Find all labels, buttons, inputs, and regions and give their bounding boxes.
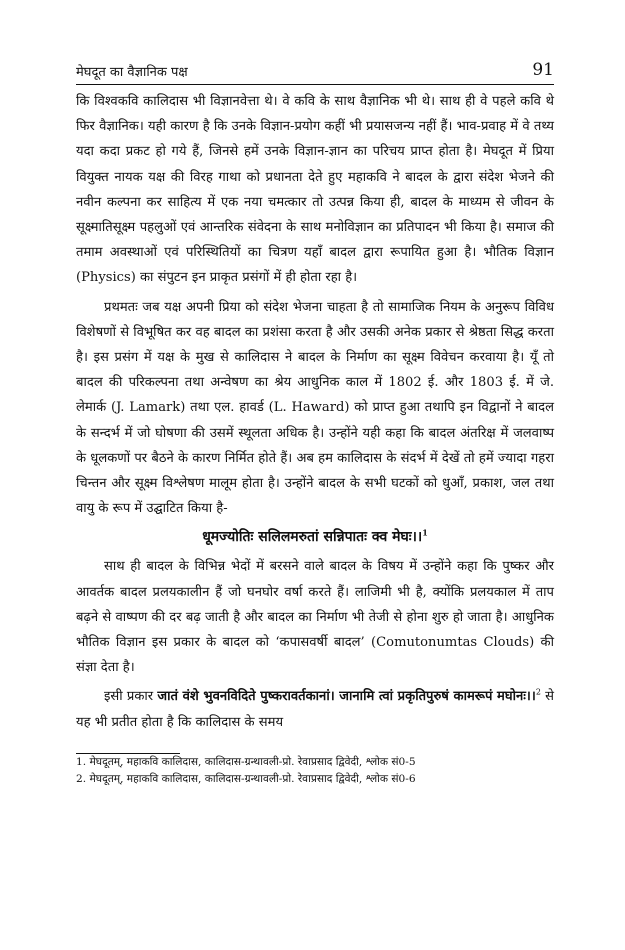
paragraph-4 (76, 684, 554, 734)
paragraph-3: साथ ही बादल के विभिन्न भेदों में बरसने वाले बादल के विषय में उन्होंने कहा कि पुष्कर और आवर्तक बादल प्रलयकालीन हैं जो घनघोर वर्षा करते हैं। लाजिमी भी है, क्योंकि प्रलयकाल में ताप बढ़ने से वाष्पण की दर बढ़ जाती है और बादल का निर्माण भी तेजी से होना शुरु हो जाता है। आधुनिक भौतिक विज्ञान इस प्रकार के बादल को ‘कपासवर्षी बादल’ (Comutonumtas Clouds) की संज्ञा देता है। (76, 559, 554, 676)
footnote-ref-1: 1 (422, 527, 428, 538)
footnote-2: 2. मेघदूतम्, महाकवि कालिदास, कालिदास-ग्रन्थावली-प्रो. रेवाप्रसाद द्विवेदी, श्लोक सं0-6 (76, 772, 416, 785)
paragraph-4-lead: इसी प्रकार (104, 689, 158, 705)
verse-quote (76, 524, 554, 550)
page-number: 91 (532, 60, 554, 80)
paragraph-4-tail: से यह भी प्रतीत होता है कि कालिदास के समय (76, 689, 555, 730)
running-title: मेघदूत का वैज्ञानिक पक्ष (76, 65, 188, 80)
footnote-ref-2: 2 (535, 688, 541, 698)
verse-text: धूमज्योतिः सलिलमरुतां सन्निपातः क्व मेघः।। (202, 529, 423, 546)
paragraph-2: प्रथमतः जब यक्ष अपनी प्रिया को संदेश भेजना चाहता है तो सामाजिक नियम के अनुरूप विविध विशेषणों से विभूषित कर वह बादल का प्रशंसा करता है और उसकी अनेक प्रकार से श्रेष्ठता सिद्ध करता है। इस प्रसंग में यक्ष के मुख से कालिदास ने बादल के निर्माण का सूक्ष्म विवेचन करवाया है। यूँ तो बादल की परिकल्पना तथा अन्वेषण का श्रेय आधुनिक काल में 1802 ई. और 1803 ई. में जे. लेमार्क (J. Lamark) तथा एल. हावर्ड (L. Haward) को प्राप्त हुआ तथापि इन विद्वानों ने बादल के सन्दर्भ में जो घोषणा की उसमें स्थूलता अधिक है। उन्होंने यही कहा कि बादल अंतरिक्ष में जलवाष्प के धूलकणों पर बैठने के कारण निर्मित होते हैं। अब हम कालिदास के संदर्भ में देखें तो हमें ज्यादा गहरा चिन्तन और सूक्ष्म विश्लेषण मालूम होता है। उन्होंने बादल के सभी घटकों को धुआँ, प्रकाश, जल तथा वायु के रूप में उद्घाटित किया है- (76, 299, 554, 517)
paragraph-1: कि विश्वकवि कालिदास भी विज्ञानवेत्ता थे। वे कवि के साथ वैज्ञानिक भी थे। साथ ही वे पहले कवि थे फिर वैज्ञानिक। यही कारण है कि उनके विज्ञान-प्रयोग कहीं भी प्रयासजन्य नहीं हैं। भाव-प्रवाह में वे तथ्य यदा कदा प्रकट हो गये हैं, जिनसे हमें उनके विज्ञान-ज्ञान का परिचय प्राप्त होता है। मेघदूत में प्रिया वियुक्त नायक यक्ष की विरह गाथा को प्रधानता देते हुए महाकवि ने बादल के द्वारा संदेश भेजने की नवीन कल्पना कर साहित्य में एक नया चमत्कार तो उत्पन्न किया ही, बादल के माध्यम से जीवन के सूक्ष्मातिसूक्ष्म पहलुओं एवं आन्तरिक संवेदना के साथ मनोविज्ञान का प्रतिपादन भी किया है। समाज की तमाम अवस्थाओं एवं परिस्थितियों का चित्रण यहाँ बादल द्वारा रूपायित हुआ है। भौतिक विज्ञान (Physics) का संपुटन इन प्राकृत प्रसंगों में ही होता रहा है। (76, 94, 554, 286)
running-header (76, 60, 554, 85)
book-page (76, 60, 554, 788)
paragraph-4-quote: जातं वंशे भुवनविदिते पुष्करावर्तकानां। जानामि त्वां प्रकृतिपुरुषं कामरूपं मघोनः।। (157, 689, 536, 705)
footnote-1: 1. मेघदूतम्, महाकवि कालिदास, कालिदास-ग्रन्थावली-प्रो. रेवाप्रसाद द्विवेदी, श्लोक सं0-5 (76, 755, 416, 768)
